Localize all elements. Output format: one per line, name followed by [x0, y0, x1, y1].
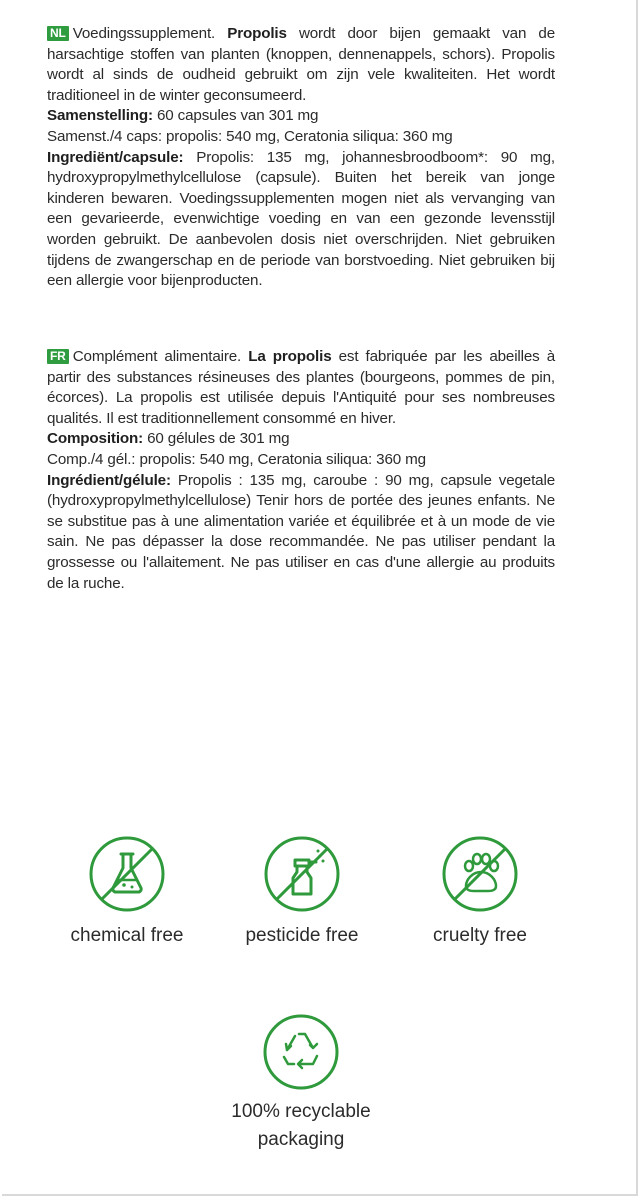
fr-composition-value: 60 gélules de 301 mg [147, 430, 290, 448]
nl-ingredients-label: Ingrediënt/capsule: [47, 148, 184, 166]
fr-ingredients [47, 471, 555, 595]
nl-intro [47, 24, 555, 106]
fr-per-dose: Comp./4 gél.: propolis: 540 mg, Ceratonia siliqua: 360 mg [47, 450, 426, 468]
nl-intro-bold: Propolis [227, 25, 287, 42]
spray-bottle-crossed-icon [262, 834, 342, 914]
pesticide-free-label: pesticide free [245, 925, 359, 946]
french-text-block [47, 347, 555, 594]
cruelty-free-label: cruelty free [433, 925, 527, 946]
chemical-free-label: chemical free [70, 925, 184, 946]
flask-crossed-icon [87, 834, 167, 914]
nl-ingredients [47, 148, 555, 292]
fr-composition [47, 429, 555, 450]
lang-badge-nl: NL [47, 26, 69, 41]
fr-intro-bold: La propolis [248, 348, 332, 365]
fr-intro-lead: Complément alimentaire. [72, 348, 242, 365]
recycle-icon [261, 1012, 341, 1092]
chemical-free-badge [27, 834, 227, 948]
pesticide-free-badge [202, 834, 402, 948]
nl-composition-label: Samenstelling: [47, 107, 153, 125]
fr-intro [47, 347, 555, 429]
nl-composition [47, 106, 555, 127]
fr-ingredients-value: Propolis : 135 mg, caroube : 90 mg, capsule vegetale (hydroxypropylmethylcellulose) Tenir hors de portée des jeunes enfants. Ne se substitue pas à une alimentation variée et équilibrée et à un mode de vie sain. Ne pas dépasser la dose recommandée. Ne pas utiliser pendant la grossesse ou l'allaitement. Ne pas utiliser en cas d'une allergie au produits de la ruche. [47, 471, 555, 592]
fr-composition-label: Composition: [47, 430, 144, 448]
nl-ingredients-value: Propolis: 135 mg, johannesbroodboom*: 90 mg, hydroxypropylmethylcellulose (capsule). Buiten het bereik van jonge kinderen bewaren. Voedingssupplementen mogen niet als vervanging van een gevarieerde, evenwichtige voeding en van een gezonde levensstijl worden gebruikt. De aanbevolen dosis niet overschrijden. Niet gebruiken tijdens de zwangerschap en de periode van borstvoeding. Niet gebruiken bij een allergie voor bijenproducten. [47, 148, 555, 290]
nl-per-dose: Samenst./4 caps: propolis: 540 mg, Ceratonia siliqua: 360 mg [47, 127, 453, 145]
nl-intro-rest: wordt door bijen gemaakt van de harsachtige stoffen van planten (knoppen, dennenappels, schors). Propolis wordt al sinds de oudheid gebruikt om zijn vele kwaliteiten. Het wordt traditioneel in de winter geconsumeerd. [47, 25, 555, 104]
fr-intro-rest: est fabriquée par les abeilles à partir des substances résineuses des plantes (bourgeons, pommes de pin, écorces). La propolis est utilisée depuis l'Antiquité pour ses nombreuses qualités. Il est traditionnellement consommé en hiver. [47, 348, 556, 427]
recyclable-badge [201, 1012, 401, 1154]
dutch-text-block [47, 24, 555, 292]
lang-badge-fr: FR [47, 349, 69, 364]
nl-intro-lead: Voedingssupplement. [72, 25, 216, 42]
paw-crossed-icon [440, 834, 520, 914]
nl-composition-value: 60 capsules van 301 mg [157, 107, 319, 125]
cruelty-free-badge [380, 834, 580, 948]
recyclable-label-line2: packaging [257, 1129, 345, 1150]
recyclable-label-line1: 100% recyclable [231, 1101, 371, 1122]
fr-ingredients-label: Ingrédient/gélule: [47, 471, 171, 489]
recyclable-label [201, 1098, 401, 1154]
